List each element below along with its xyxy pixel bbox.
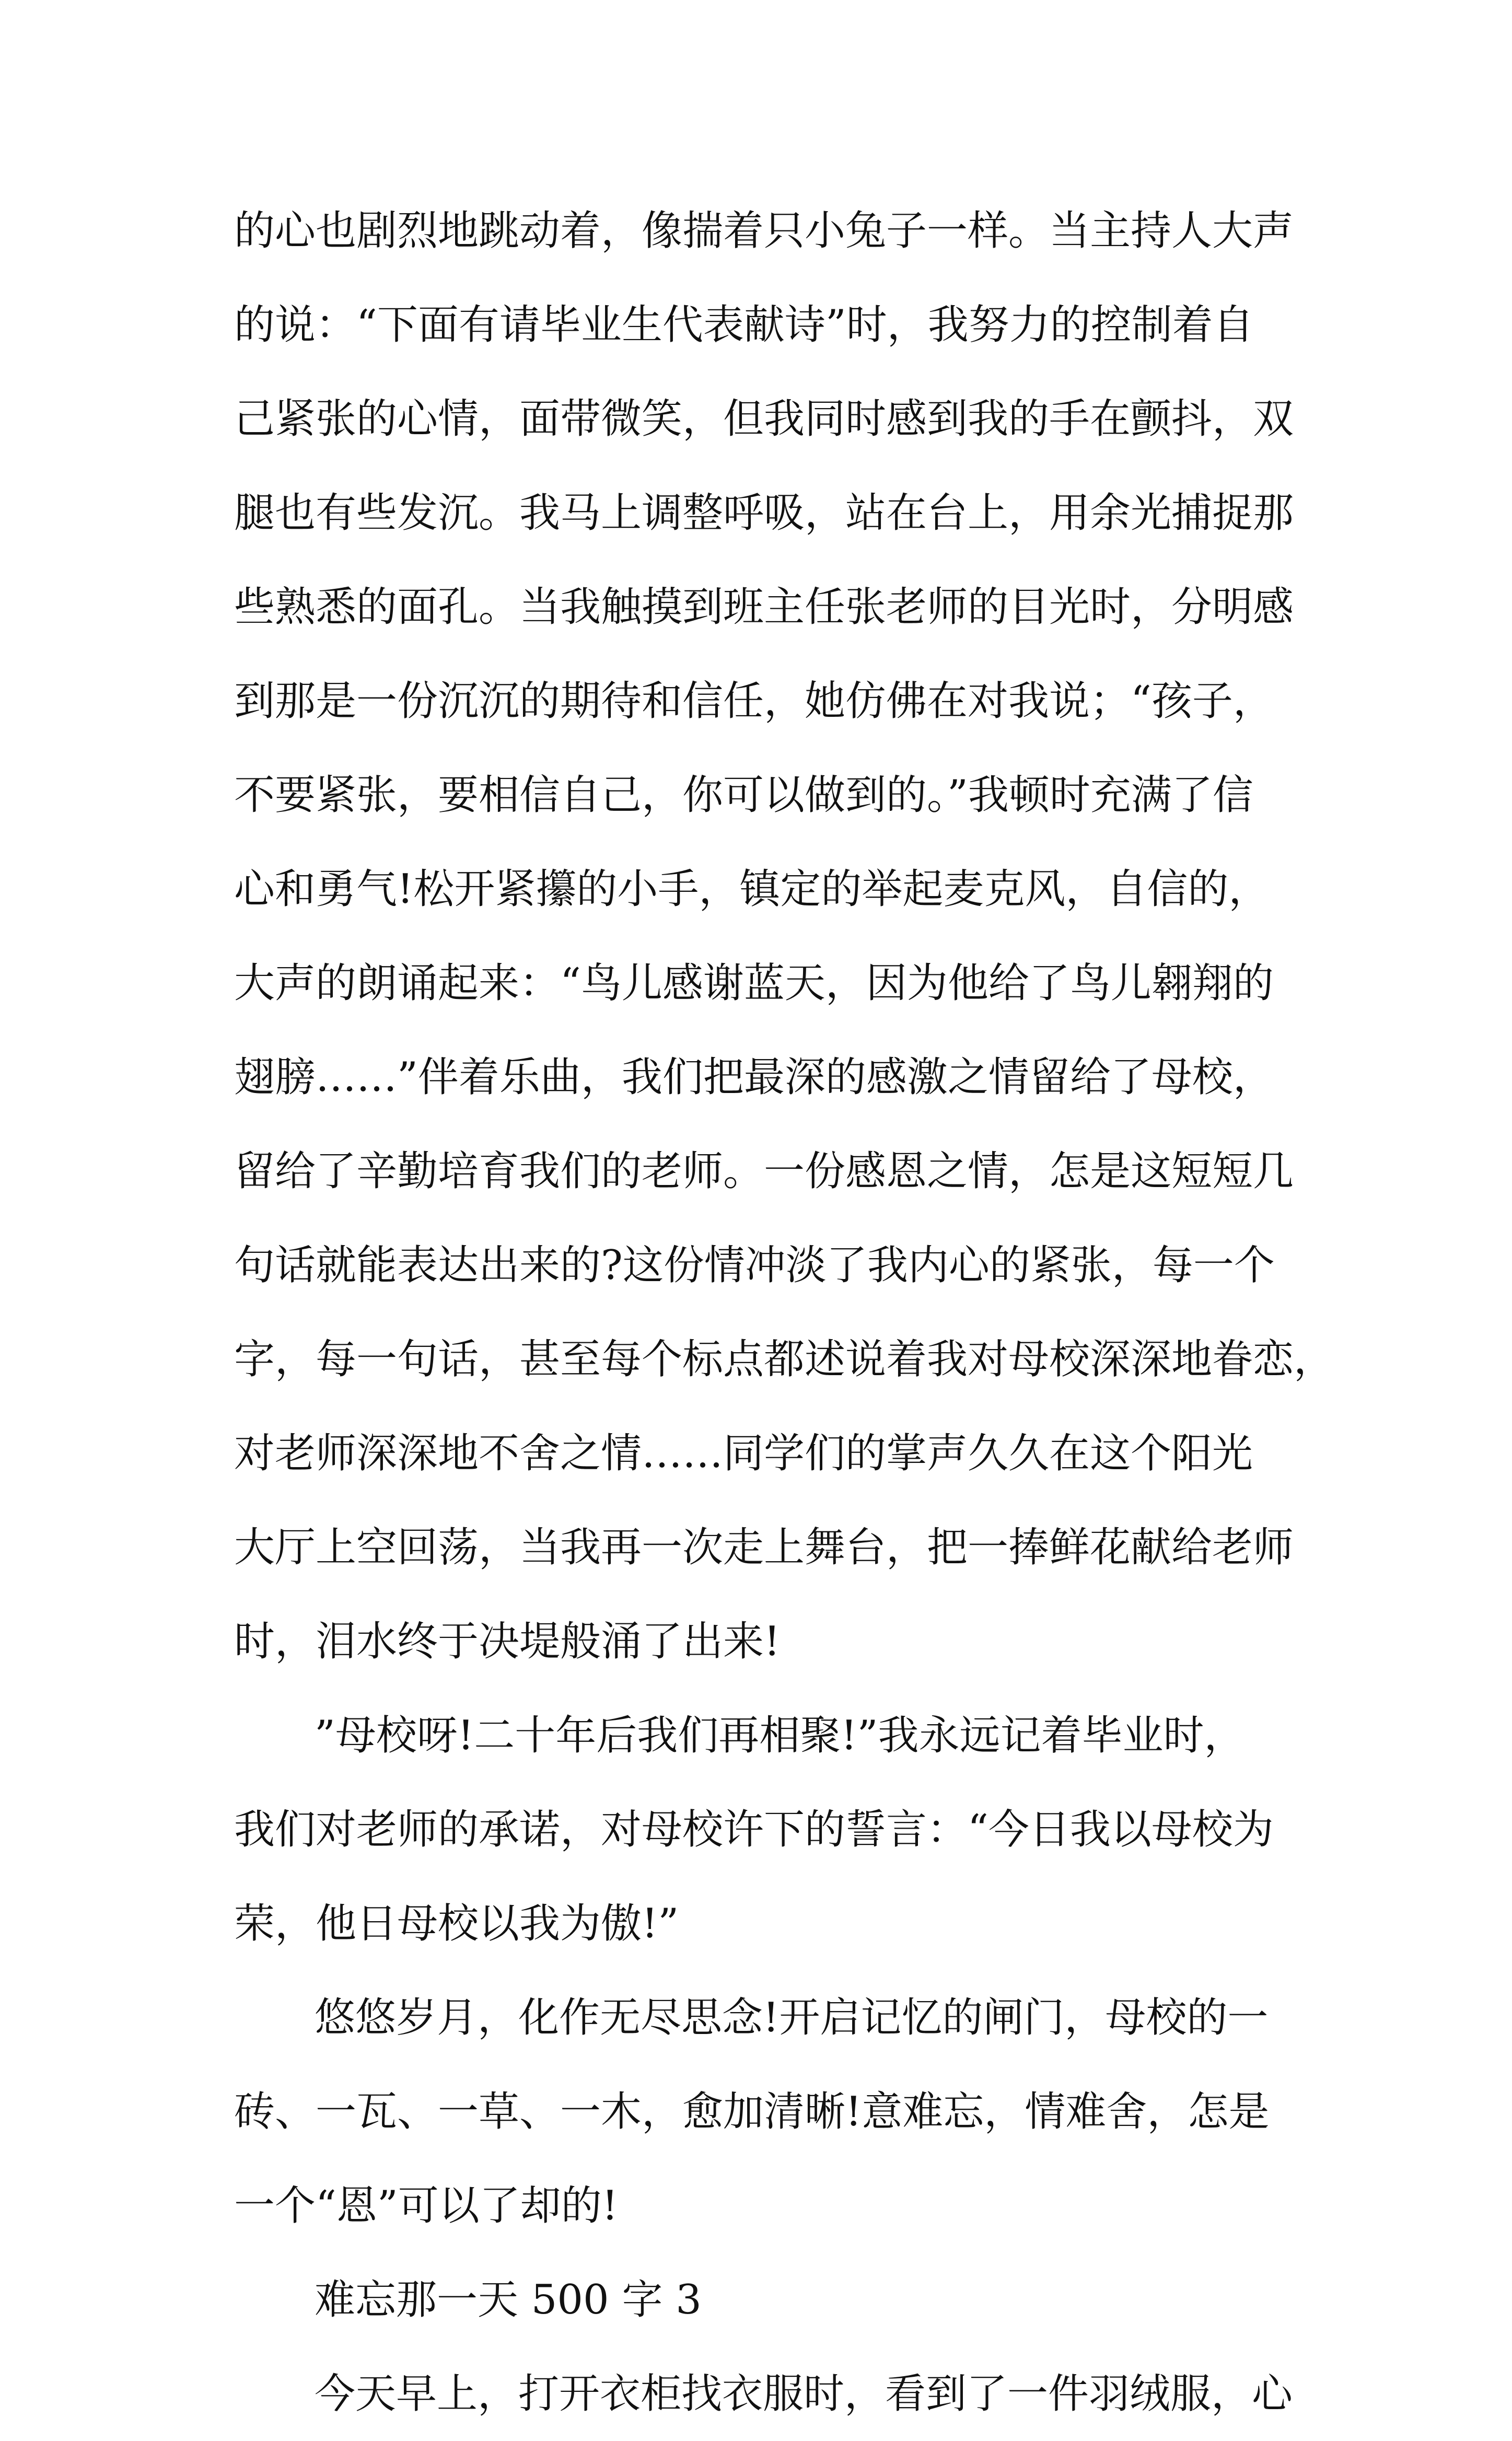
text-line: 时，泪水终于决堤般涌了出来! (234, 1618, 781, 1665)
section-heading: 难忘那一天 500 字 3 (315, 2276, 702, 2323)
text-line: 些熟悉的面孔。当我触摸到班主任张老师的目光时，分明感 (234, 584, 1294, 631)
text-line: 腿也有些发沉。我马上调整呼吸，站在台上，用余光捕捉那 (234, 490, 1294, 537)
paragraph-first-line: 悠悠岁月，化作无尽思念!开启记忆的闸门，母校的一 (315, 1994, 1269, 2041)
text-line: 到那是一份沉沉的期待和信任，她仿佛在对我说；“孩子， (234, 678, 1274, 725)
document-body (234, 184, 1335, 2441)
text-line: 一个“恩”可以了却的! (234, 2182, 619, 2229)
text-line: 字，每一句话，甚至每个标点都述说着我对母校深深地眷恋， (234, 1336, 1335, 1383)
text-line: 对老师深深地不舍之情……同学们的掌声久久在这个阳光 (234, 1430, 1253, 1477)
text-line: 己紧张的心情，面带微笑，但我同时感到我的手在颤抖，双 (234, 396, 1294, 443)
text-line: 留给了辛勤培育我们的老师。一份感恩之情，怎是这短短几 (234, 1148, 1294, 1195)
text-line: 砖、一瓦、一草、一木，愈加清晰!意难忘，情难舍，怎是 (234, 2088, 1270, 2135)
text-line: 心和勇气!松开紧攥的小手，镇定的举起麦克风，自信的， (234, 866, 1270, 913)
paragraph-first-line: 今天早上，打开衣柜找衣服时，看到了一件羽绒服，心 (315, 2370, 1293, 2417)
paragraph-first-line: ”母校呀!二十年后我们再相聚!”我永远记着毕业时， (315, 1712, 1245, 1759)
text-line: 我们对老师的承诺，对母校许下的誓言：“今日我以母校为 (234, 1806, 1274, 1853)
text-line: 的心也剧烈地跳动着，像揣着只小兔子一样。当主持人大声 (234, 207, 1294, 254)
text-line: 不要紧张，要相信自己，你可以做到的。”我顿时充满了信 (234, 772, 1253, 819)
text-line: 翅膀……”伴着乐曲，我们把最深的感激之情留给了母校， (234, 1054, 1274, 1101)
text-line: 大厅上空回荡，当我再一次走上舞台，把一捧鲜花献给老师 (234, 1524, 1294, 1571)
text-line: 荣，他日母校以我为傲!” (234, 1900, 679, 1947)
text-line: 的说：“下面有请毕业生代表献诗”时，我努力的控制着自 (234, 301, 1254, 348)
text-line: 句话就能表达出来的?这份情冲淡了我内心的紧张，每一个 (234, 1242, 1275, 1289)
text-line: 大声的朗诵起来：“鸟儿感谢蓝天，因为他给了鸟儿翱翔的 (234, 960, 1274, 1007)
